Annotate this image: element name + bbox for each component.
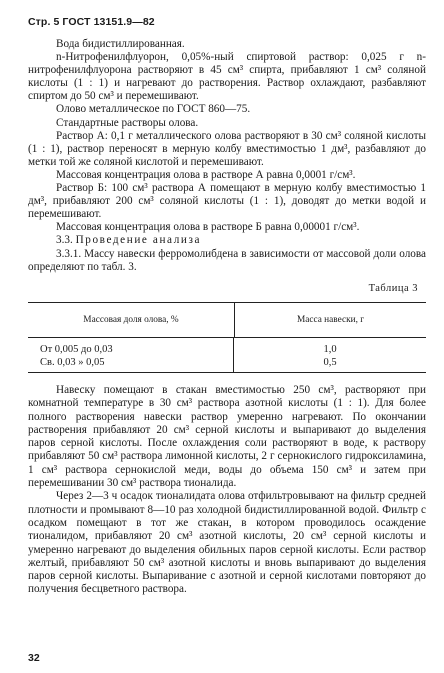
table-cell: 0,5 (323, 356, 337, 368)
section-heading (28, 234, 426, 247)
paragraph: Массовая концентрация олова в растворе А равна 0,0001 г/см³. (56, 168, 356, 181)
body-text-top (28, 38, 426, 274)
table-cell-masses (234, 338, 426, 372)
table-caption: Таблица 3 (368, 283, 418, 294)
table-cell-ranges (28, 338, 234, 372)
paragraph: Раствор Б: 100 см³ раствора А помещают в мерную колбу вместимостью 1 дм³, прибавляют 200 см³ соляной кислоты (1 : 1), доводят до метки водой и перемешивают. (28, 182, 426, 221)
column-header: Масса навески, г (296, 315, 365, 325)
table-cell: 1,0 (323, 344, 337, 355)
table-cell: От 0,005 до 0,03 (40, 344, 113, 355)
table-cell: Св. 0,03 » 0,05 (40, 356, 105, 368)
paragraph: Олово металлическое по ГОСТ 860—75. (56, 103, 251, 116)
paragraph: Раствор А: 0,1 г металлического олова растворяют в 30 см³ соляной кислоты (1 : 1), раствор переносят в мерную колбу вместимостью 1 дм³, разбавляют до метки той же соляной кислотой и перемешивают. (28, 129, 426, 168)
page-header: Стр. 5 ГОСТ 13151.9—82 (28, 16, 155, 28)
page-number: 32 (28, 652, 40, 664)
table-header-row (28, 303, 426, 338)
column-header: Массовая доля олова, % (28, 303, 235, 337)
paragraph: Навеску помещают в стакан вместимостью 250 см³, растворяют при комнатной температуре в 30 см³ раствора азотной кислоты (1 : 1). Для более полного растворения навески раствор умеренно нагревают. По окончании растворения прибавляют 20 см³ серной кислоты и выпаривают до выделения паров серной кислоты. После охлаждения соли растворяют в воде, к раствору прибавляют 50 см³ раствора лимонной кислоты, 2 г сернокислого гидроксиламина, 1 см³ раствора сернокислой меди, воды до объема 150 см³ и затем при перемешивании 30 см³ раствора тионалида. (28, 384, 426, 490)
paragraph: Массовая концентрация олова в растворе Б равна 0,00001 г/см³. (56, 221, 360, 234)
section-number: 3.3. (56, 234, 73, 247)
paragraph: Стандартные растворы олова. (56, 116, 199, 129)
table-body (28, 338, 426, 372)
paragraph: 3.3.1. Массу навески ферромолибдена в зависимости от массовой доли олова определяют по табл. 3. (28, 247, 426, 273)
paragraph: n-Нитрофенилфлуорон, 0,05%-ный спиртовой раствор: 0,025 г n-нитрофенилфлуорона растворяют в 45 см³ спирта, прибавляют 1 см³ соляной кислоты (1 : 1) и нагревают до растворения. Раствор охлаждают, разбавляют спиртом до 50 см³ и перемешивают. (28, 51, 426, 103)
section-title: Проведение анализа (75, 234, 202, 247)
paragraph: Вода бидистиллированная. (56, 38, 185, 50)
paragraph: Через 2—3 ч осадок тионалидата олова отфильтровывают на фильтр средней плотности и промывают 8—10 раз холодной бидистиллированной водой. Фильтр с осадком помещают в тот же стакан, в котором проводилось осаждение тионалидом, прибавляют 20 см³ азотной кислоты, 20 см³ серной кислоты и умеренно нагревают до выделения обильных паров серной кислоты. Если раствор желтый, прибавляют 50 см³ азотной кислоты и вновь выпаривают до выделения паров серной кислоты. Выпаривание с азотной и серной кислотами повторяют до получения бесцветного раствора. (28, 490, 426, 596)
body-text-bottom (28, 384, 426, 597)
table-3 (28, 302, 426, 373)
